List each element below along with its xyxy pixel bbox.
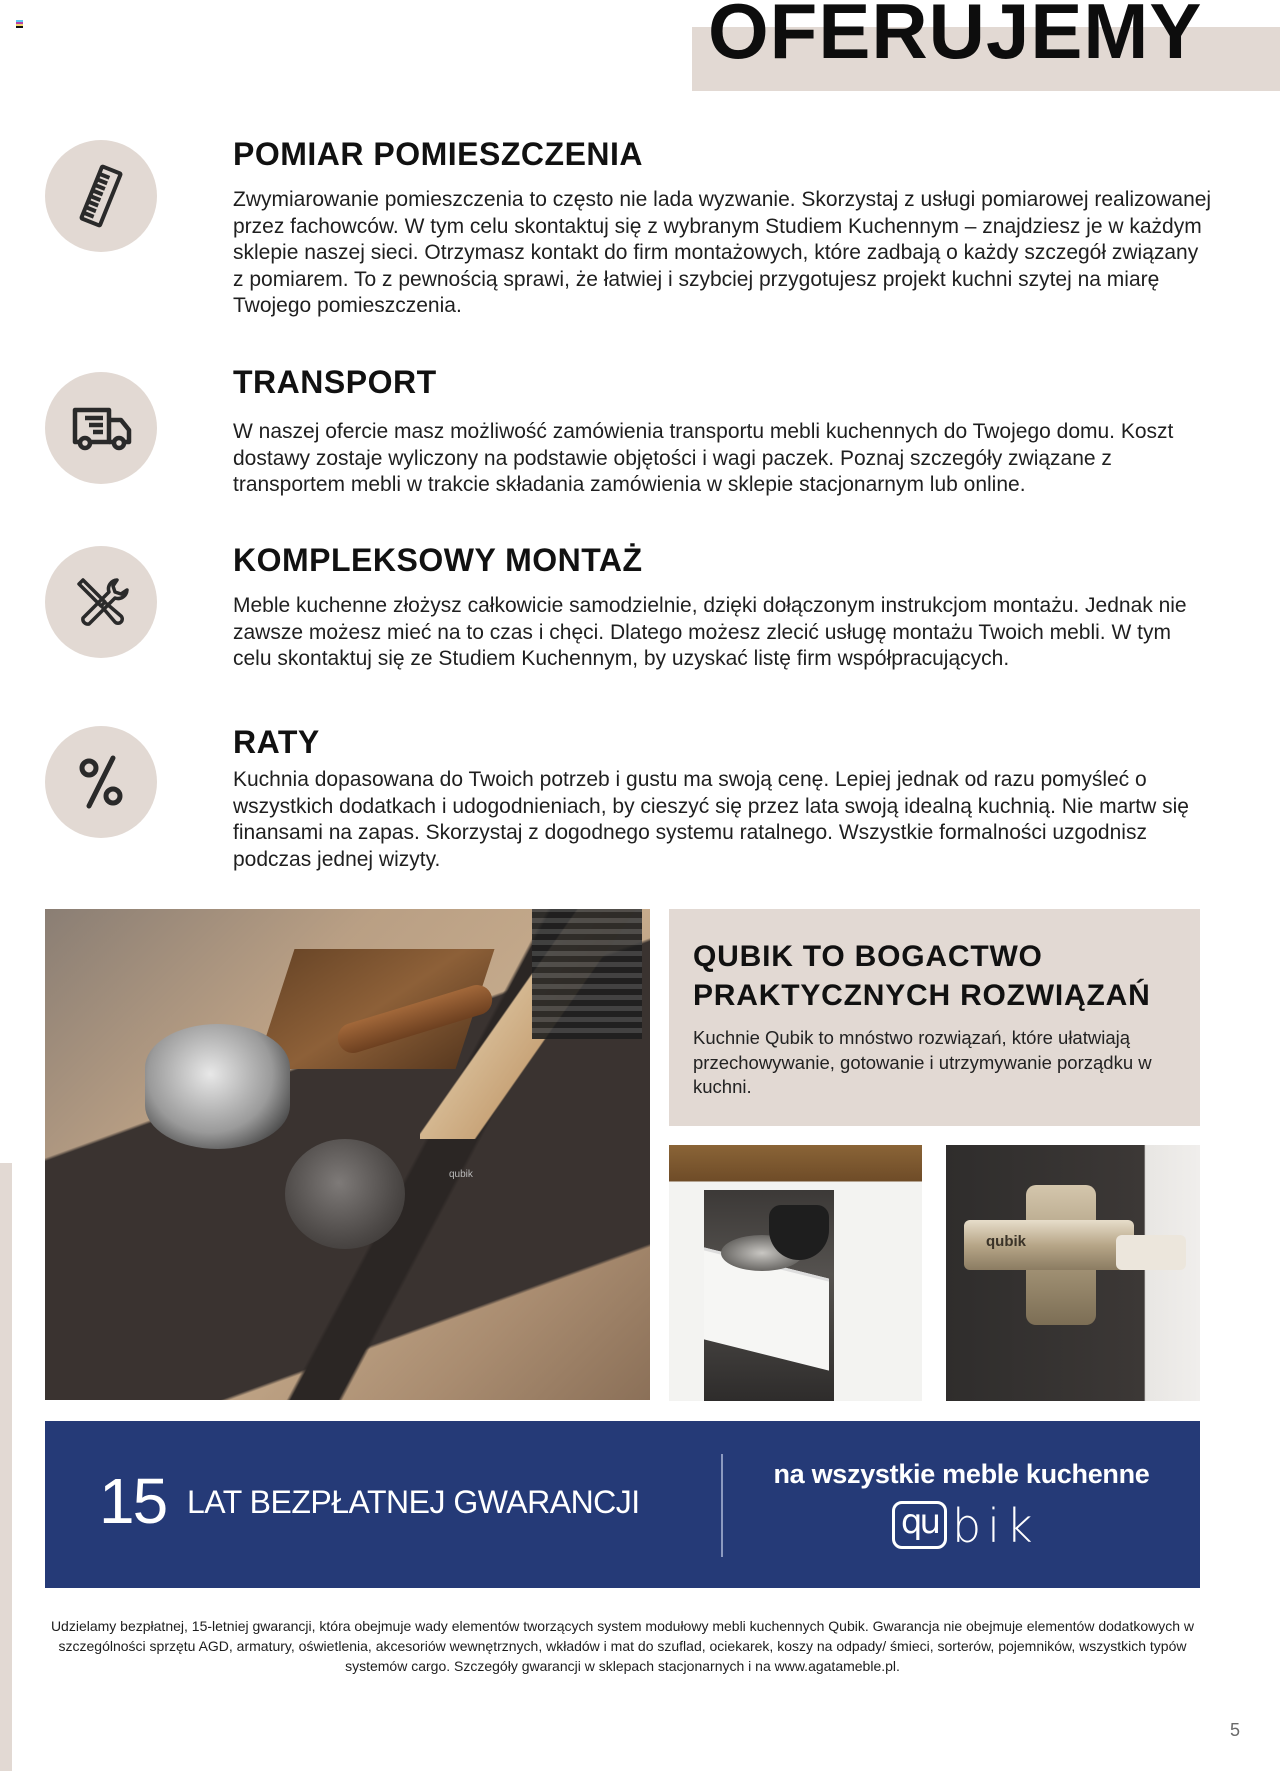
ruler-icon — [45, 140, 157, 252]
qubik-logo-qu: qu — [892, 1501, 947, 1549]
page-number: 5 — [1230, 1720, 1241, 1740]
warranty-subline: na wszystkie meble kuchenne — [773, 1459, 1150, 1489]
service-title: KOMPLEKSOWY MONTAŻ — [233, 542, 643, 578]
qubik-logo — [892, 1499, 1039, 1553]
kitchen-drawers-photo — [45, 909, 650, 1400]
warranty-banner — [45, 1421, 1200, 1588]
page-title: OFERUJEMY — [708, 0, 1203, 75]
delivery-truck-icon — [45, 372, 157, 484]
pan — [285, 1139, 405, 1249]
hinge-tip — [1116, 1235, 1186, 1270]
service-title: TRANSPORT — [233, 364, 437, 400]
percent-icon — [45, 726, 157, 838]
service-title: POMIAR POMIESZCZENIA — [233, 136, 644, 172]
service-description: Kuchnia dopasowana do Twoich potrzeb i gustu ma swoją cenę. Lepiej jednak od razu pomyśleć o wszystkich dodatkach i udogodnieniach, by cieszyć się przez lata swoją idealną kuchnią. Nie martw się finansami na zapas. Skorzystaj z dogodnego systemu ratalnego. Wszystkie formalności uzgodnisz podczas jednej wizyty. — [233, 768, 1189, 871]
print-color-mark — [16, 20, 23, 28]
info-box-title — [693, 937, 1151, 1015]
warranty-footnote: Udzielamy bezpłatnej, 15-letniej gwarancji, która obejmuje wady elementów tworzących system modułowy mebli kuchennych Qubik. Gwarancja nie obejmuje elementów dodatkowych w szczególności sprzętu AGD, armatury, oświetlenia, akcesoriów wewnętrznych, wkładów i mat do szuflad, ociekarek, koszy na odpady/ śmieci, sorterów, pojemników, wszystkich typów systemów cargo. Szczegóły gwarancji w sklepach stacjonarnych i na www.agatameble.pl. — [50, 1618, 1195, 1674]
service-description: Zwymiarowanie pomieszczenia to często nie lada wyzwanie. Skorzystaj z usługi pomiarowej realizowanej przez fachowców. W tym celu skontaktuj się z wybranym Studiem Kuchennym – znajdziesz je w każdym sklepie naszej sieci. Otrzymasz kontakt do firm montażowych, które zadbają o każdy szczegół związany z pomiarem. To z pewnością sprawi, że łatwiej i szybciej przygotujesz projekt kuchni szytej na miarę Twojego pomieszczenia. — [233, 188, 1212, 317]
info-box-title-line2: PRAKTYCZNYCH ROZWIĄZAŃ — [693, 979, 1151, 1012]
decorative-side-strip — [0, 1163, 12, 1771]
brand-mark: qubik — [986, 1233, 1026, 1250]
info-box-title-line1: QUBIK TO BOGACTWO — [693, 940, 1043, 973]
qubik-logo-bik: bik — [952, 1499, 1039, 1553]
banner-right — [723, 1421, 1200, 1588]
warranty-headline: LAT BEZPŁATNEJ GWARANCJI — [187, 1484, 640, 1520]
service-title: RATY — [233, 724, 320, 760]
drawer-plates-photo — [669, 1145, 922, 1401]
pot — [145, 1024, 290, 1149]
service-description: W naszej ofercie masz możliwość zamówienia transportu mebli kuchennych do Twojego domu. Koszt dostawy zostaje wyliczony na podstawie objętości i wagi paczek. Poznaj szczegóły związane z transportem mebli w trakcie składania zamówienia w sklepie stacjonarnym lub online. — [233, 420, 1174, 496]
warranty-years: 15 — [99, 1465, 167, 1537]
wrench-screwdriver-icon — [45, 546, 157, 658]
service-description: Meble kuchenne złożysz całkowicie samodzielnie, dzięki dołączonym instrukcjom montażu. Jednak nie zawsze możesz mieć na to czas i chęci. Dlatego możesz zlecić usługę montażu Twoich mebli. W tym celu skontaktuj się ze Studiem Kuchennym, by uzyskać listę firm współpracujących. — [233, 594, 1187, 670]
qubik-info-box — [669, 909, 1200, 1126]
info-box-text: Kuchnie Qubik to mnóstwo rozwiązań, które ułatwiają przechowywanie, gotowanie i utrzymywanie porządku w kuchni. — [693, 1027, 1152, 1097]
dish-rack — [532, 909, 642, 1039]
cabinet-hinge-photo — [946, 1145, 1200, 1401]
brand-mark: qubik — [449, 1169, 473, 1180]
